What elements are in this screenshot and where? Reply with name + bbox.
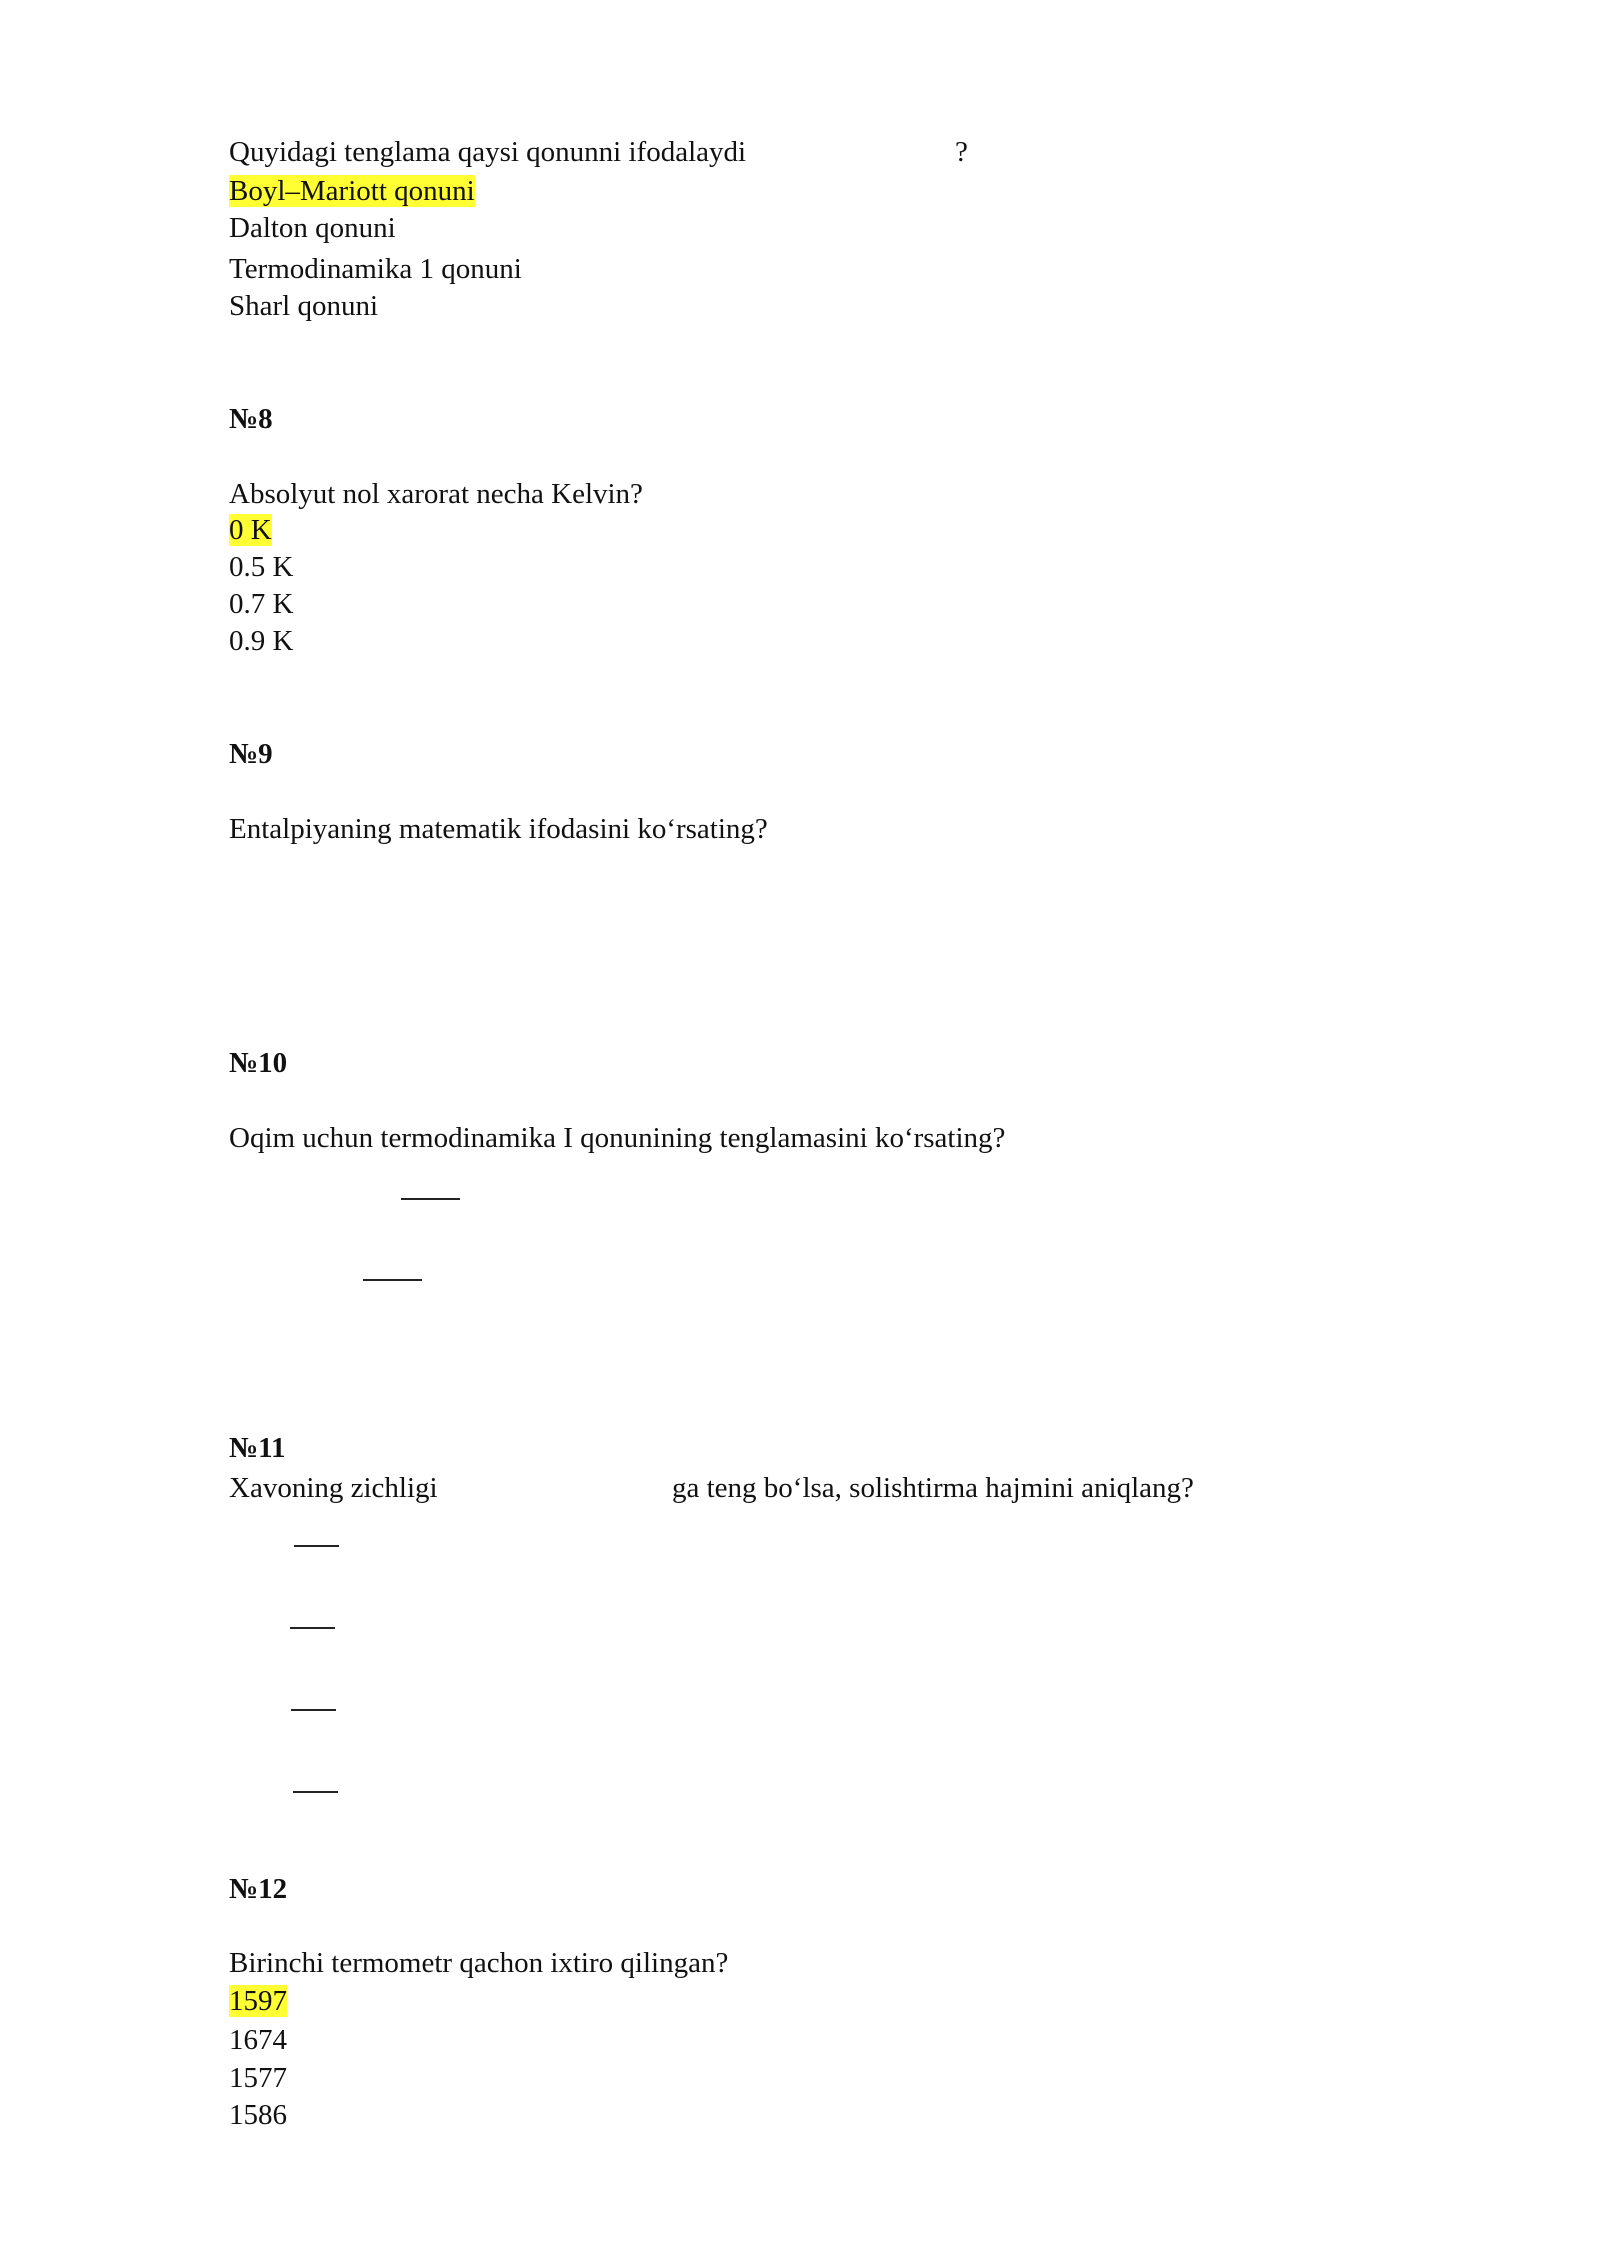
question-10-text: Oqim uchun termodinamika I qonunining tenglamasini ko‘rsating? xyxy=(229,1122,1006,1154)
answer-8-4: 0.9 K xyxy=(229,625,294,657)
question-9-number: №9 xyxy=(229,738,273,770)
answer-12-3: 1577 xyxy=(229,2062,287,2094)
fraction-bar xyxy=(294,1545,339,1547)
question-7-text: Quyidagi tenglama qaysi qonunni ifodalaydi xyxy=(229,136,747,168)
correct-answer-highlight: 1597 xyxy=(229,1985,287,2017)
question-11-text-end: ga teng bo‘lsa, solishtirma hajmini aniqlang? xyxy=(672,1472,1194,1504)
answer-8-2: 0.5 K xyxy=(229,551,294,583)
correct-answer-highlight: 0 K xyxy=(229,514,272,546)
fraction-bar xyxy=(290,1627,335,1629)
answer-7-1 xyxy=(229,173,475,209)
fraction-bar xyxy=(401,1198,460,1200)
question-8-number: №8 xyxy=(229,403,273,435)
question-11-text-start: Xavoning zichligi xyxy=(229,1472,438,1504)
fraction-bar xyxy=(363,1279,422,1281)
question-12-number: №12 xyxy=(229,1873,288,1905)
fraction-bar xyxy=(293,1791,338,1793)
question-11-number: №11 xyxy=(229,1432,286,1464)
question-10-number: №10 xyxy=(229,1047,288,1079)
fraction-bar xyxy=(291,1709,336,1711)
answer-12-2: 1674 xyxy=(229,2024,287,2056)
correct-answer-highlight: Boyl–Mariott qonuni xyxy=(229,175,475,207)
answer-8-1 xyxy=(229,512,272,548)
answer-12-1 xyxy=(229,1983,287,2019)
answer-8-3: 0.7 K xyxy=(229,588,294,620)
question-8-text: Absolyut nol xarorat necha Kelvin? xyxy=(229,478,643,510)
question-7-mark: ? xyxy=(955,136,968,168)
answer-12-4: 1586 xyxy=(229,2099,287,2131)
question-9-text: Entalpiyaning matematik ifodasini ko‘rsating? xyxy=(229,813,768,845)
answer-7-4: Sharl qonuni xyxy=(229,290,379,322)
question-12-text: Birinchi termometr qachon ixtiro qilingan? xyxy=(229,1947,729,1979)
answer-7-3: Termodinamika 1 qonuni xyxy=(229,253,522,285)
answer-7-2: Dalton qonuni xyxy=(229,212,396,244)
